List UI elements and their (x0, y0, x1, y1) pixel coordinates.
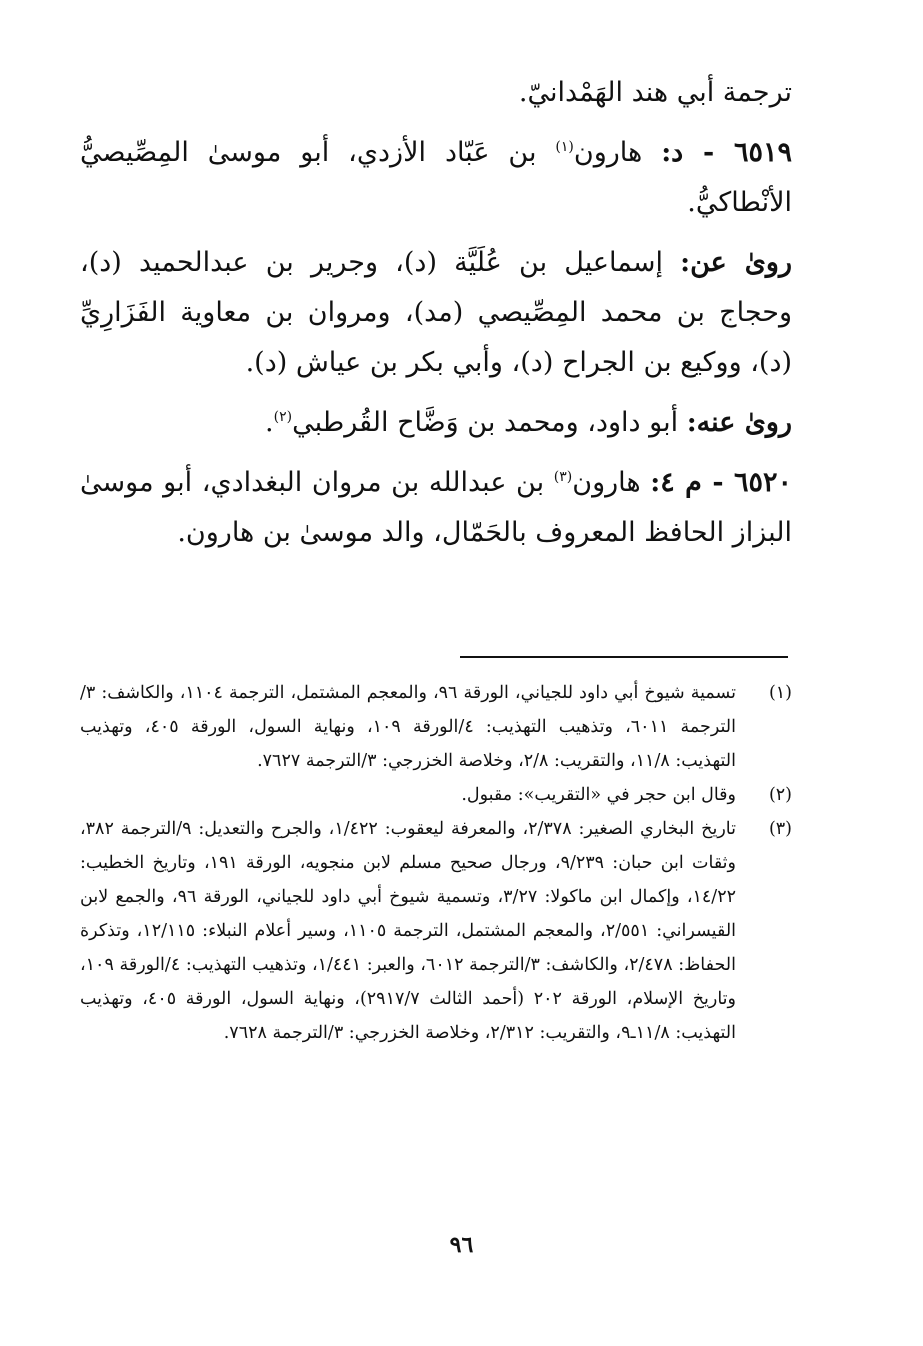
narrated-by-label: روىٰ عنه: (686, 407, 792, 438)
footnote-number: (١) (768, 683, 792, 703)
footnotes (80, 676, 792, 1050)
intro-line (80, 68, 792, 118)
footnote-1 (80, 676, 792, 778)
page-number: ٩٦ (449, 1232, 474, 1258)
narrated-by (80, 398, 792, 448)
footnote-number: (٢) (768, 785, 792, 805)
entry-number: ٦٥١٩ - د: (661, 137, 792, 168)
narrated-from-label: روىٰ عن: (680, 247, 792, 278)
entry-name: هارون (572, 467, 641, 498)
narrated-from (80, 238, 792, 388)
footnote-2 (80, 778, 792, 812)
footnote-text: وقال ابن حجر في «التقريب»: مقبول. (461, 785, 736, 805)
entry-6519 (80, 128, 792, 228)
footnote-number: (٣) (768, 819, 792, 839)
entry-name-rest: بن عبدالله بن مروان البغدادي، أبو موسىٰ البزاز الحافظ المعروف بالحَمّال، والد موسىٰ بن هارون. (80, 467, 792, 548)
footnote-text: تاريخ البخاري الصغير: ٢/٣٧٨، والمعرفة ليعقوب: ١/٤٢٢، والجرح والتعديل: ٩/الترجمة ٣٨٢، وثقات ابن حبان: ٩/٢٣٩، ورجال صحيح مسلم لابن منجويه، الورقة ١٩١، وتاريخ الخطيب: ١٤/٢٢، وإكمال ابن ماكولا: ٣/٢٧، وتسمية شيوخ أبي داود للجياني، الورقة ٩٦، والجمع لابن القيسراني: ٢/٥٥١، والمعجم المشتمل، الترجمة ١١٠٥، وسير أعلام النبلاء: ١٢/١١٥، وتذكرة الحفاظ: ٢/٤٧٨، والكاشف: ٣/الترجمة ٦٠١٢، والعبر: ١/٤٤١، وتذهيب التهذيب: ٤/الورقة ١٠٩، وتاريخ الإسلام، الورقة ٢٠٢ (أحمد الثالث ٢٩١٧/٧)، ونهاية السول، الورقة ٤٠٥، وتهذيب التهذيب: ١١/٨ـ٩، والتقريب: ٢/٣١٢، وخلاصة الخزرجي: ٣/الترجمة ٧٦٢٨. (80, 819, 737, 1043)
narrated-from-text: إسماعيل بن عُلَيَّة (د)، وجرير بن عبدالحميد (د)، وحجاج بن محمد المِصِّيصي (مد)، ومروان بن معاوية الفَزَارِيِّ (د)، ووكيع بن الجراح (د)، وأبي بكر بن عياش (د). (80, 247, 792, 378)
entry-6520 (80, 458, 792, 558)
intro-text: ترجمة أبي هند الهَمْدانيّ. (518, 77, 792, 108)
main-text (80, 68, 792, 558)
footnote-divider (460, 656, 788, 658)
narrated-by-end: . (265, 407, 274, 438)
footnote-ref: (٣) (553, 469, 573, 485)
footnote-ref: (٢) (273, 409, 293, 425)
entry-number: ٦٥٢٠ - م ٤: (650, 467, 792, 498)
entry-name-rest: بن عَبّاد الأزدي، أبو موسىٰ المِصِّيصيُّ الأنْطاكيُّ. (80, 137, 792, 218)
entry-name: هارون (573, 137, 643, 168)
footnote-text: تسمية شيوخ أبي داود للجياني، الورقة ٩٦، والمعجم المشتمل، الترجمة ١١٠٤، والكاشف: ٣/الترجمة ٦٠١١، وتذهيب التهذيب: ٤/الورقة ١٠٩، ونهاية السول، الورقة ٤٠٥، وتهذيب التهذيب: ١١/٨، والتقريب: ٢/٨، وخلاصة الخزرجي: ٣/الترجمة ٧٦٢٧. (80, 683, 736, 771)
narrated-by-text: أبو داود، ومحمد بن وَضَّاح القُرطبي (292, 407, 679, 438)
footnote-ref: (١) (555, 139, 574, 155)
footnote-3 (80, 812, 792, 1050)
